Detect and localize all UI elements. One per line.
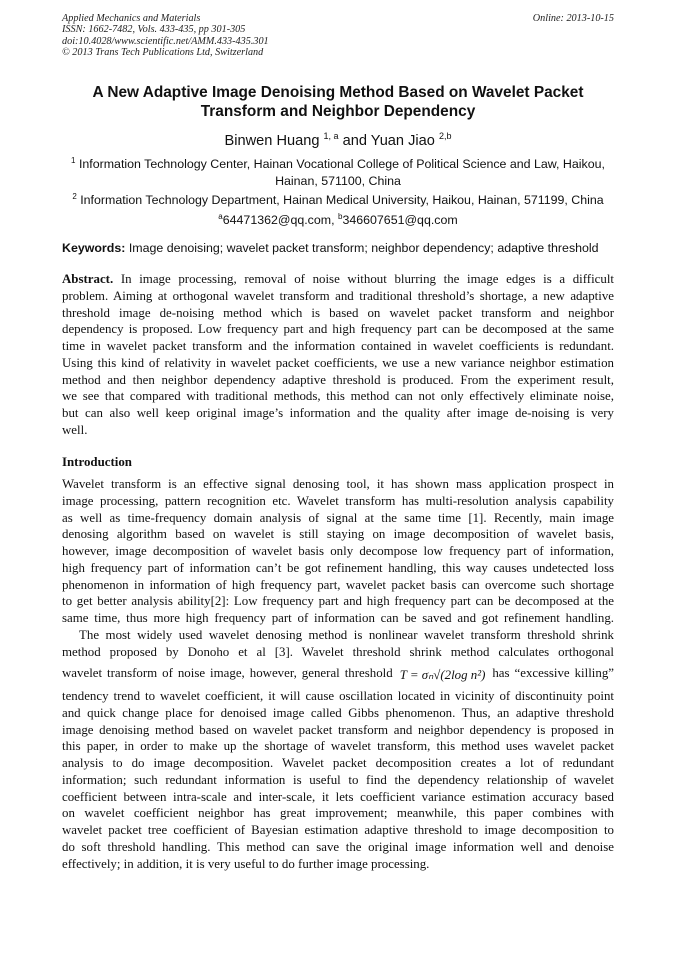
paragraph-line: analysis to do image decomposition. Wavelet packet decomposition creates a lot of redundant [62, 756, 614, 770]
paragraph-line: image processing, pattern recognition etc. Wavelet transform has multi-resolution analysis capability [62, 493, 614, 508]
introduction-paragraph-1 [62, 476, 614, 660]
paragraph-line: as well as time-frequency domain analysis of signal at the same time [1]. Recently, main image [62, 510, 614, 525]
affiliation-1-line-1: Information Technology Center, Hainan Vocational College of Political Science and Law, Haikou, [78, 157, 605, 171]
journal-name: Applied Mechanics and Materials [62, 13, 201, 24]
author-list [62, 132, 614, 150]
keywords-label: Keywords: [62, 241, 126, 255]
copyright-line: © 2013 Trans Tech Publications Ltd, Switzerland [62, 47, 264, 59]
abstract-line: Abstract. In image processing, removal of noise without blurring the image edges is a difficult [62, 272, 614, 286]
author-2-affil: 2,b [438, 131, 452, 141]
abstract-label: Abstract. [62, 272, 114, 286]
paragraph-line: information; such redundant information is useful to find the dependency relationship of wavelet [62, 772, 614, 787]
email-b[interactable]: 346607651@qq.com [342, 213, 458, 227]
journal-header [62, 13, 614, 59]
abstract-line: dependency is proposed. Low frequency part and high frequency part can be decomposed at the same [62, 322, 614, 337]
abstract-line: problem. Aiming at orthogonal wavelet transform and traditional threshold’s shortage, a new adaptive [62, 288, 614, 303]
author-1-affil: 1, a [323, 131, 339, 141]
paragraph-line: Wavelet transform is an effective signal denosing tool, it has shown mass application prospect in [62, 477, 614, 491]
keywords-line [62, 240, 614, 257]
paragraph-line: The most widely used wavelet denosing method is nonlinear wavelet transform threshold shrink [79, 627, 614, 642]
abstract-line: Using this kind of relativity in wavelet packet coefficients, we use a new variance neighbor estimation [62, 355, 614, 370]
paper-title [62, 83, 614, 121]
paragraph-line: however, image decomposition of wavelet basis only decompose low frequency part of information, [62, 544, 614, 558]
abstract-line: we see that compared with traditional methods, this method can not only effectively eliminate noise, [62, 389, 614, 404]
author-conj: and [342, 133, 367, 149]
paragraph-line [62, 661, 614, 683]
paragraph-line: on wavelet coefficient neighbor has great improvement; meanwhile, this paper combines with [62, 806, 614, 821]
paragraph-line: do soft threshold handling. This method can save the original image information well and denoise [62, 839, 614, 854]
threshold-formula: T = σₙ√(2log n²) [399, 668, 486, 682]
affiliation-1-number: 1 [71, 156, 76, 165]
author-2: Yuan Jiao [370, 133, 435, 149]
email-a-marker: a [218, 212, 223, 221]
title-line-2: Transform and Neighbor Dependency [200, 103, 476, 120]
paragraph-line: denosing algorithm based on wavelet is still staying on image decomposition of wavelet basis, [62, 527, 614, 542]
paragraph-line: this paper, in order to make up the shortage of wavelet transform, this method uses wavelet packet [62, 739, 614, 754]
abstract-line: time in wavelet packet transform and the information contained in wavelet coefficients is redundant. [62, 339, 614, 353]
issn-line: ISSN: 1662-7482, Vols. 433-435, pp 301-305 [62, 24, 246, 36]
abstract-line: well. [62, 422, 88, 437]
author-1: Binwen Huang [224, 133, 320, 149]
section-heading-introduction: Introduction [62, 455, 132, 469]
paragraph-line: image denoising method based on wavelet packet transform and neighbor dependency is proposed in [62, 722, 614, 737]
paragraph-line: method proposed by Donoho et al [3]. Wavelet threshold shrink method calculates orthogonal [62, 644, 614, 659]
paragraph-line: same time, thus more high frequency part of information can be saved and got refinement handling. [62, 611, 614, 625]
formula-text-after: has “excessive killing” [492, 666, 614, 680]
abstract-line: method and then neighbor dependency adaptive threshold is produced. From the experiment result, [62, 372, 614, 387]
paragraph-line: coefficient between intra-scale and inter-scale, it lets coefficient variance estimation accuracy based [62, 789, 614, 804]
introduction-paragraph-2 [62, 688, 614, 872]
affiliation-2 [62, 192, 614, 209]
abstract-line: but can also well keep original image’s information and the quality after image de-noising is very [62, 406, 614, 420]
email-a[interactable]: 64471362@qq.com, [222, 213, 335, 227]
abstract-line: threshold image de-noising method which is based on wavelet packet transform and neighbor [62, 305, 614, 320]
paragraph-line: effectively; in addition, it is very useful to do further image processing. [62, 856, 430, 871]
paragraph-line: tendency trend to wavelet coefficient, it will cause oscillation located in vicinity of discontinuity point [62, 689, 614, 703]
paragraph-line: wavelet packet tree coefficient of Bayesian estimation adaptive threshold to image decomposition to [62, 823, 614, 837]
affiliation-1-line-2: Hainan, 571100, China [275, 174, 401, 188]
paragraph-line: to get better analysis ability[2]: Low frequency part and high frequency part can be decomposed at the [62, 594, 614, 609]
author-emails [62, 212, 614, 229]
online-date: Online: 2013-10-15 [532, 13, 614, 24]
affiliation-2-number: 2 [72, 192, 77, 201]
email-b-marker: b [338, 212, 343, 221]
paragraph-line: phenomenon in information of high frequency part, wavelet packet basis can overcome such shortage [62, 577, 614, 592]
affiliation-2-text: Information Technology Department, Hainan Medical University, Haikou, Hainan, 571199, China [80, 193, 604, 207]
formula-text-before: wavelet transform of noise image, however, general threshold [62, 666, 393, 680]
doi-line: doi:10.4028/www.scientific.net/AMM.433-435.301 [62, 35, 269, 47]
keywords-text: Image denoising; wavelet packet transform; neighbor dependency; adaptive threshold [128, 241, 599, 255]
formula-line [62, 661, 614, 683]
abstract [62, 271, 614, 439]
paragraph-line: high frequency part of information can’t be got refinement handling, this way causes undetected loss [62, 560, 614, 575]
paragraph-line: and quick change place for denoised image called Gibbs phenomenon. Thus, an adaptive threshold [62, 705, 614, 720]
affiliation-1 [62, 156, 614, 190]
title-line-1: A New Adaptive Image Denoising Method Based on Wavelet Packet [92, 84, 584, 101]
